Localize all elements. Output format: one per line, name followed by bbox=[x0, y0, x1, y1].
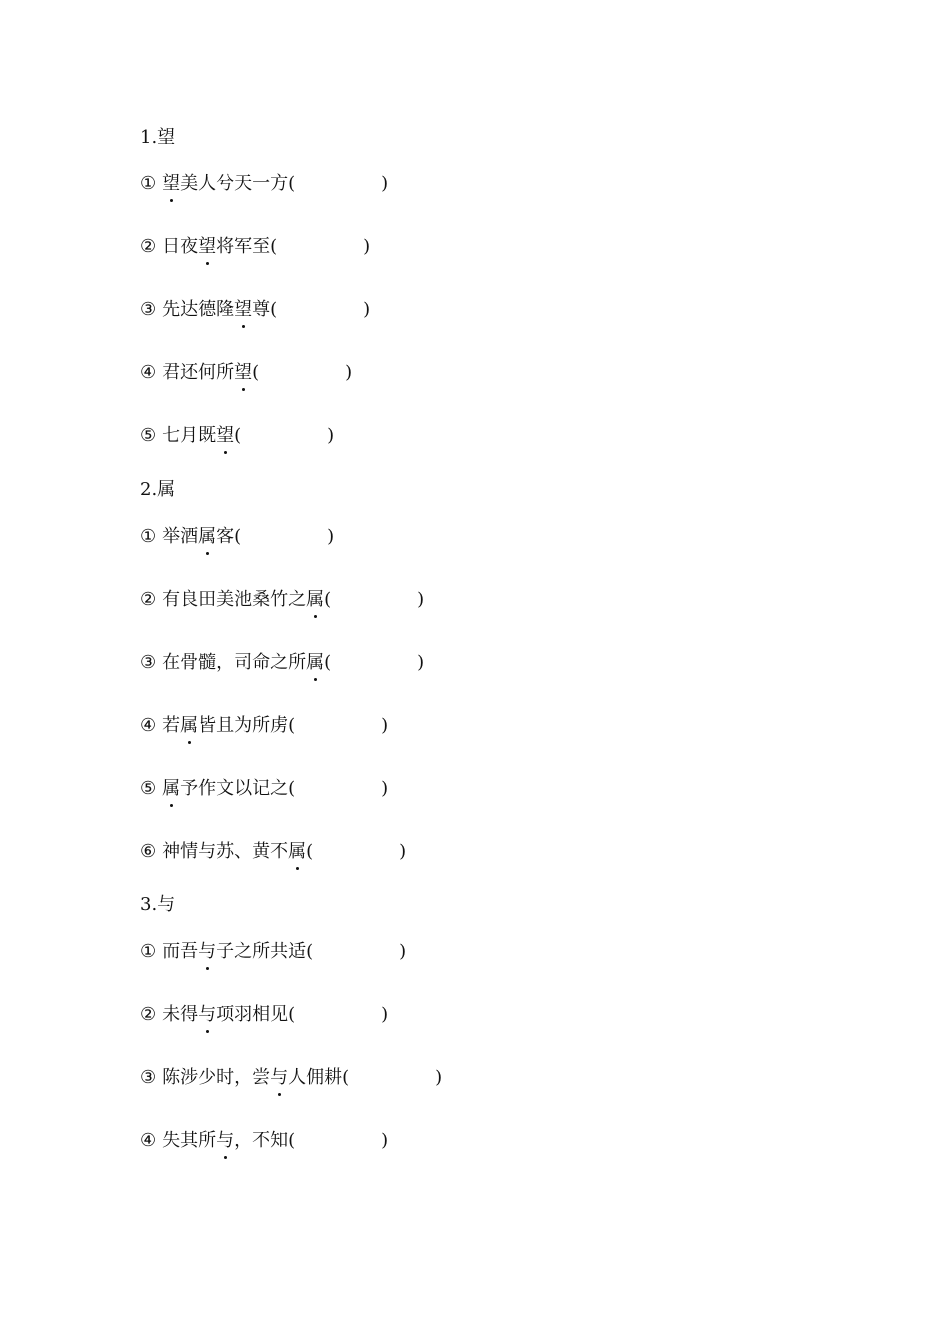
sentence-text-before: 先达德隆 bbox=[162, 299, 235, 320]
exercise-item bbox=[140, 588, 424, 612]
item-number: ⑥ bbox=[140, 841, 157, 862]
sentence-text-before: 有良田美池桑竹之 bbox=[162, 589, 307, 610]
highlighted-character: 望 bbox=[216, 425, 235, 446]
sentence-text-after: ，不知 bbox=[234, 1130, 289, 1151]
open-paren: ( bbox=[306, 941, 314, 962]
open-paren: ( bbox=[270, 236, 278, 257]
sentence-text-before: 在骨髓，司命之所 bbox=[162, 652, 307, 673]
open-paren: ( bbox=[234, 526, 242, 547]
section-heading: 1.望 bbox=[140, 127, 176, 148]
highlighted-character: 与 bbox=[198, 941, 217, 962]
sentence-text-after: 将军至 bbox=[216, 236, 271, 257]
highlighted-character: 属 bbox=[180, 715, 199, 736]
sentence-text-after: 子之所共适 bbox=[216, 941, 307, 962]
close-paren: ) bbox=[345, 362, 353, 383]
section-heading: 2.属 bbox=[140, 479, 176, 500]
exercise-item bbox=[140, 940, 406, 964]
open-paren: ( bbox=[288, 1004, 296, 1025]
item-number: ② bbox=[140, 236, 157, 257]
highlighted-character: 与 bbox=[270, 1067, 289, 1088]
item-number: ① bbox=[140, 941, 157, 962]
open-paren: ( bbox=[288, 1130, 296, 1151]
exercise-item bbox=[140, 298, 370, 322]
close-paren: ) bbox=[381, 778, 389, 799]
close-paren: ) bbox=[417, 589, 425, 610]
sentence-text-before: 而吾 bbox=[162, 941, 199, 962]
sentence-text-before: 举酒 bbox=[162, 526, 199, 547]
highlighted-character: 望 bbox=[234, 362, 253, 383]
sentence-text-before: 日夜 bbox=[162, 236, 199, 257]
highlighted-character: 望 bbox=[162, 173, 181, 194]
item-number: ① bbox=[140, 173, 157, 194]
sentence-text-after: 客 bbox=[216, 526, 235, 547]
exercise-item bbox=[140, 424, 334, 448]
highlighted-character: 属 bbox=[306, 589, 325, 610]
highlighted-character: 属 bbox=[288, 841, 307, 862]
open-paren: ( bbox=[270, 299, 278, 320]
item-number: ② bbox=[140, 589, 157, 610]
highlighted-character: 与 bbox=[198, 1004, 217, 1025]
sentence-text-after: 项羽相见 bbox=[216, 1004, 289, 1025]
open-paren: ( bbox=[342, 1067, 350, 1088]
sentence-text-before: 若 bbox=[162, 715, 181, 736]
close-paren: ) bbox=[417, 652, 425, 673]
highlighted-character: 属 bbox=[306, 652, 325, 673]
close-paren: ) bbox=[363, 299, 371, 320]
open-paren: ( bbox=[288, 778, 296, 799]
exercise-item bbox=[140, 777, 388, 801]
open-paren: ( bbox=[288, 173, 296, 194]
close-paren: ) bbox=[327, 425, 335, 446]
exercise-item bbox=[140, 1129, 388, 1153]
close-paren: ) bbox=[327, 526, 335, 547]
exercise-item bbox=[140, 361, 352, 385]
exercise-item bbox=[140, 840, 406, 864]
close-paren: ) bbox=[435, 1067, 443, 1088]
item-number: ③ bbox=[140, 1067, 157, 1088]
exercise-item bbox=[140, 525, 334, 549]
sentence-text-after: 予作文以记之 bbox=[180, 778, 289, 799]
close-paren: ) bbox=[381, 173, 389, 194]
exercise-item bbox=[140, 1066, 442, 1090]
highlighted-character: 与 bbox=[216, 1130, 235, 1151]
sentence-text-before: 失其所 bbox=[162, 1130, 217, 1151]
item-number: ④ bbox=[140, 1130, 157, 1151]
exercise-item bbox=[140, 172, 388, 196]
highlighted-character: 属 bbox=[162, 778, 181, 799]
close-paren: ) bbox=[399, 841, 407, 862]
sentence-text-after: 美人兮天一方 bbox=[180, 173, 289, 194]
section-heading: 3.与 bbox=[140, 894, 176, 915]
open-paren: ( bbox=[288, 715, 296, 736]
open-paren: ( bbox=[306, 841, 314, 862]
open-paren: ( bbox=[324, 652, 332, 673]
sentence-text-before: 七月既 bbox=[162, 425, 217, 446]
item-number: ⑤ bbox=[140, 778, 157, 799]
close-paren: ) bbox=[381, 1130, 389, 1151]
open-paren: ( bbox=[324, 589, 332, 610]
sentence-text-after: 人佣耕 bbox=[288, 1067, 343, 1088]
exercise-item bbox=[140, 1003, 388, 1027]
open-paren: ( bbox=[252, 362, 260, 383]
item-number: ③ bbox=[140, 652, 157, 673]
sentence-text-before: 君还何所 bbox=[162, 362, 235, 383]
sentence-text-after: 尊 bbox=[252, 299, 271, 320]
sentence-text-before: 陈涉少时，尝 bbox=[162, 1067, 271, 1088]
highlighted-character: 属 bbox=[198, 526, 217, 547]
close-paren: ) bbox=[363, 236, 371, 257]
highlighted-character: 望 bbox=[198, 236, 217, 257]
item-number: ④ bbox=[140, 362, 157, 383]
item-number: ④ bbox=[140, 715, 157, 736]
highlighted-character: 望 bbox=[234, 299, 253, 320]
item-number: ⑤ bbox=[140, 425, 157, 446]
close-paren: ) bbox=[399, 941, 407, 962]
open-paren: ( bbox=[234, 425, 242, 446]
exercise-item bbox=[140, 714, 388, 738]
close-paren: ) bbox=[381, 1004, 389, 1025]
exercise-item bbox=[140, 235, 370, 259]
sentence-text-before: 未得 bbox=[162, 1004, 199, 1025]
close-paren: ) bbox=[381, 715, 389, 736]
item-number: ① bbox=[140, 526, 157, 547]
exercise-item bbox=[140, 651, 424, 675]
item-number: ③ bbox=[140, 299, 157, 320]
sentence-text-before: 神情与苏、黄不 bbox=[162, 841, 289, 862]
sentence-text-after: 皆且为所虏 bbox=[198, 715, 289, 736]
item-number: ② bbox=[140, 1004, 157, 1025]
